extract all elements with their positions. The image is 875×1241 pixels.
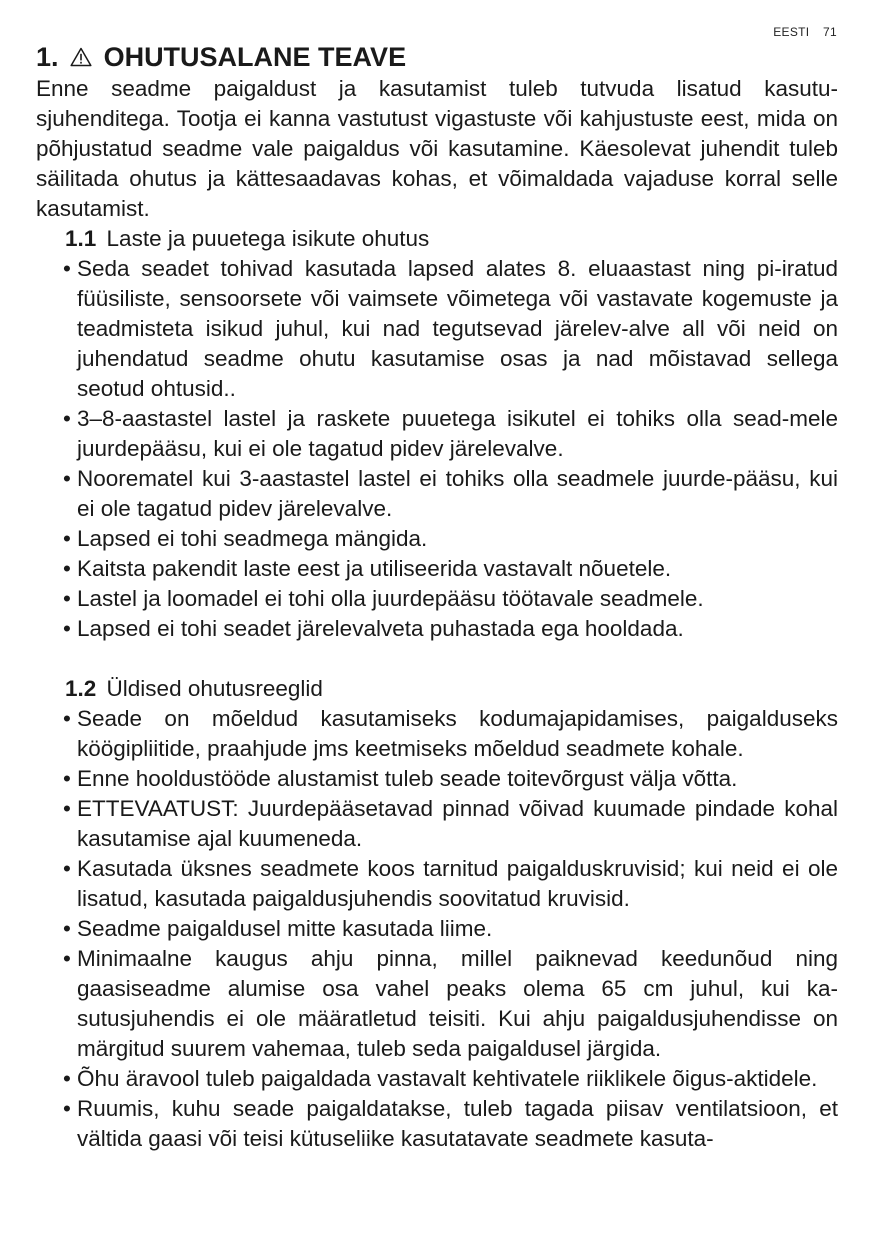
bullet-list-1-2 (36, 704, 838, 1154)
list-item: • Lapsed ei tohi seadmega mängida. (63, 524, 838, 554)
section-heading (36, 40, 838, 74)
subsection-number: 1.2 (65, 676, 97, 701)
list-item: • Minimaalne kaugus ahju pinna, millel paiknevad keedunõud ning gaasiseadme alumise osa vahel peaks olema 65 cm juhul, kui ka-sutusjuhendis ei ole määratletud teisiti. Kui ahju paigaldusjuhendisse on märgitud suurem vahemaa, tuleb seda paigaldusel järgida. (63, 944, 838, 1064)
section-spacer (36, 644, 838, 674)
section-title: OHUTUSALANE TEAVE (103, 42, 407, 72)
list-item: • Noorematel kui 3-aastastel lastel ei tohiks olla seadmele juurde-pääsu, kui ei ole tagatud pidev järelevalve. (63, 464, 838, 524)
list-item: • Kasutada üksnes seadmete koos tarnitud paigalduskruvisid; kui neid ei ole lisatud, kasutada paigaldusjuhendis soovitatud kruvisid. (63, 854, 838, 914)
language-label: EESTI (773, 25, 810, 39)
list-item: • Seadme paigaldusel mitte kasutada liime. (63, 914, 838, 944)
list-item: • Ruumis, kuhu seade paigaldatakse, tuleb tagada piisav ventilatsioon, et vältida gaasi või teisi kütuseliike kasutatavate seadmete kasuta- (63, 1094, 838, 1154)
subsection-number: 1.1 (65, 226, 97, 251)
intro-paragraph: Enne seadme paigaldust ja kasutamist tuleb tutvuda lisatud kasutu-sjuhenditega. Tootja ei kanna vastutust vigastuste või kahjustuste eest, mida on põhjustatud seadme vale paigaldus või kasutamine. Käesolevat juhendit tuleb säilitada ohutus ja kättesaadavas kohas, et võimaldada vajaduse korral selle kasutamist. (36, 76, 838, 221)
page-number: 71 (823, 25, 837, 39)
list-item: • Seade on mõeldud kasutamiseks kodumajapidamises, paigalduseks köögipliitide, praahjude jms keetmiseks mõeldud seadmete kohale. (63, 704, 838, 764)
subsection-title: Laste ja puuetega isikute ohutus (106, 226, 430, 251)
bullet-list-1-1 (36, 254, 838, 644)
list-item: • Lapsed ei tohi seadet järelevalveta puhastada ega hooldada. (63, 614, 838, 644)
subsection-title: Üldised ohutusreeglid (106, 676, 323, 701)
subsection-heading-1-1 (65, 224, 838, 254)
running-header (763, 25, 837, 39)
list-item: • Lastel ja loomadel ei tohi olla juurdepääsu töötavale seadmele. (63, 584, 838, 614)
list-item: • Enne hooldustööde alustamist tuleb seade toitevõrgust välja võtta. (63, 764, 838, 794)
page-content (36, 40, 838, 1154)
section-number: 1. (36, 42, 59, 72)
list-item: • ETTEVAATUST: Juurdepääsetavad pinnad võivad kuumade pindade kohal kasutamise ajal kuumeneda. (63, 794, 838, 854)
list-item: • 3–8-aastastel lastel ja raskete puuetega isikutel ei tohiks olla sead-mele juurdepääsu, kui ei ole tagatud pidev järelevalve. (63, 404, 838, 464)
subsection-heading-1-2 (65, 674, 838, 704)
list-item: • Õhu äravool tuleb paigaldada vastavalt kehtivatele riiklikele õigus-aktidele. (63, 1064, 838, 1094)
list-item: • Seda seadet tohivad kasutada lapsed alates 8. eluaastast ning pi-iratud füüsiliste, sensoorsete või vaimsete võimetega või vastavate kogemuste ja teadmisteta isikud juhul, kui nad tegutsevad järelev-alve all või neid on juhendatud seadme ohutu kasutamise osas ja nad mõistavad sellega seotud ohtusid.. (63, 254, 838, 404)
list-item: • Kaitsta pakendit laste eest ja utiliseerida vastavalt nõuetele. (63, 554, 838, 584)
warning-triangle-icon (70, 47, 92, 67)
